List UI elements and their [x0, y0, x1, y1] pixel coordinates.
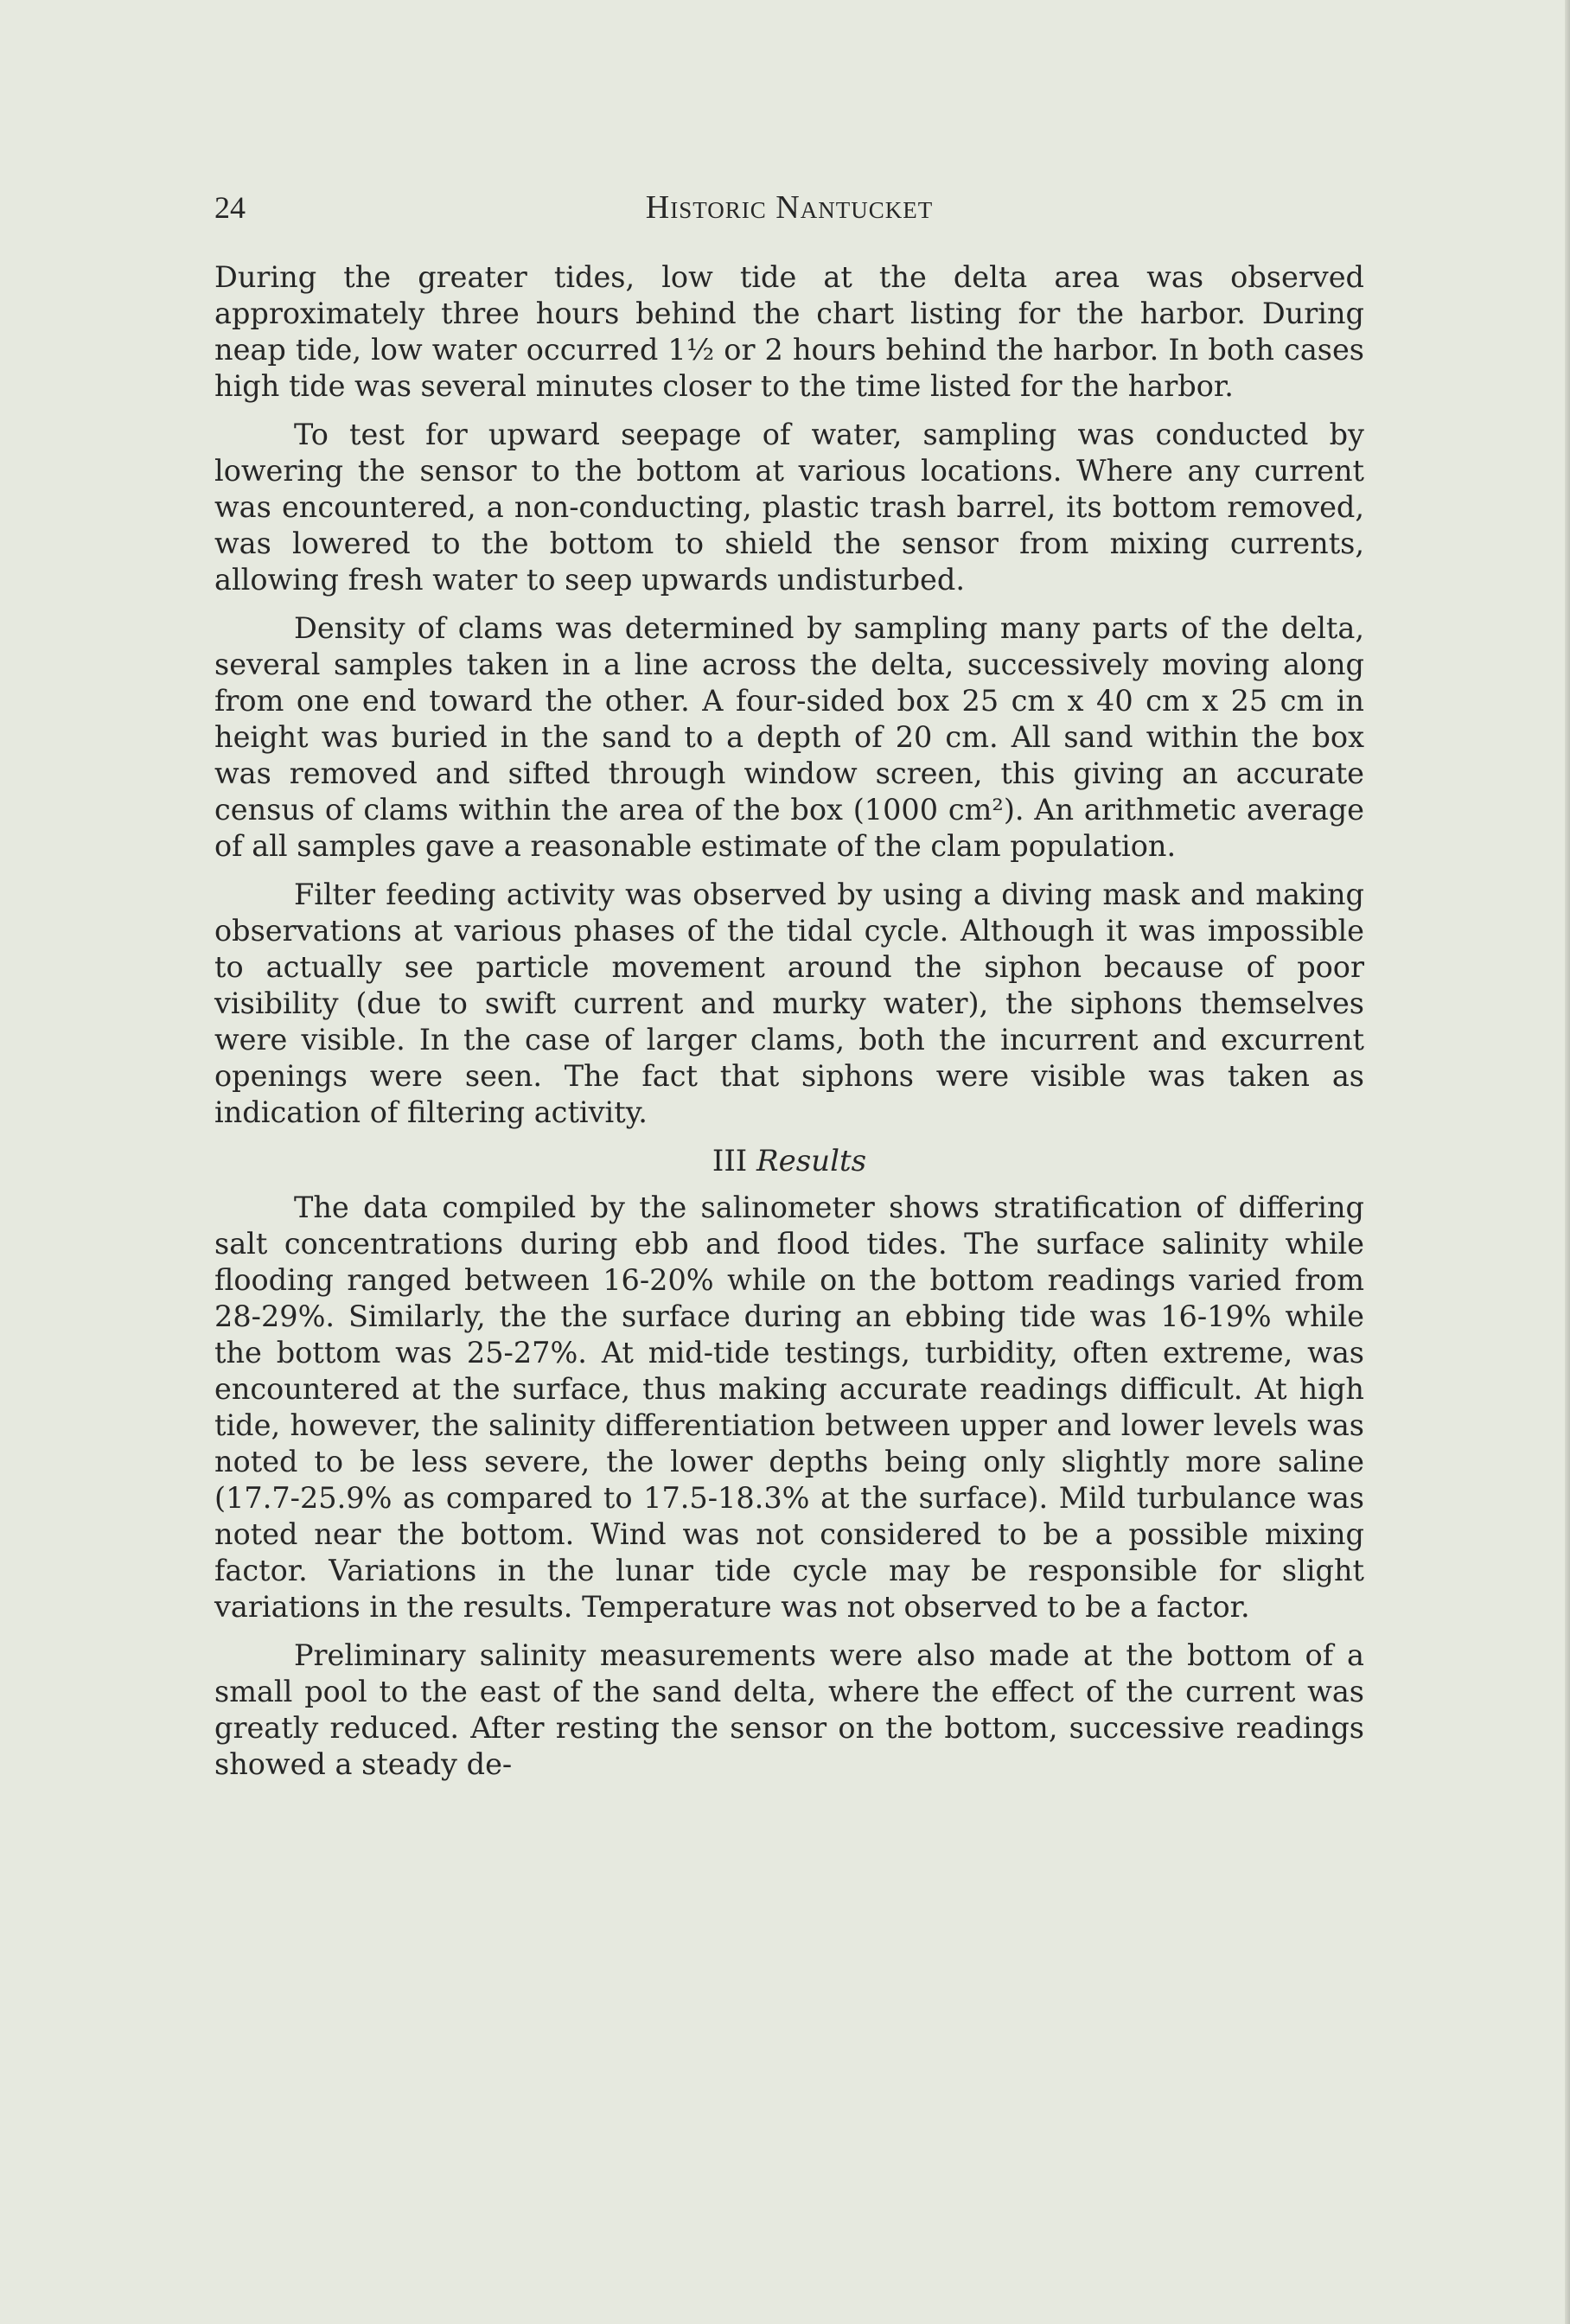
page-header — [214, 183, 1364, 232]
body-text — [214, 259, 1364, 1795]
section-title: Results — [756, 1144, 867, 1178]
paragraph-clam-density: Density of clams was determined by sampling many parts of the delta, several samples taken in a line across the delta, successively moving along from one end toward the other. A four-sided box 25 cm x 40 cm x 25 cm in height was buried in the sand to a depth of 20 cm. All sand within the box was removed and sifted through window screen, this giving an accurate census of clams within the area of the box (1000 cm²). An arithmetic average of all samples gave a reasonable estimate of the clam population. — [214, 611, 1364, 863]
paragraph-pool-measurements: Preliminary salinity measurements were also made at the bottom of a small pool to the east of the sand delta, where the effect of the current was greatly reduced. After resting the sensor on the bottom, successive readings showed a steady de- — [214, 1638, 1364, 1781]
page-edge — [1565, 0, 1570, 2324]
page-number: 24 — [214, 190, 246, 225]
paragraph-tides: During the greater tides, low tide at the delta area was observed approximately three hours behind the chart listing for the harbor. During neap tide, low water occurred 1½ or 2 hours behind the harbor. In both cases high tide was several minutes closer to the time listed for the harbor. — [214, 260, 1364, 403]
section-number: III — [712, 1144, 748, 1178]
running-head: Historic Nantucket — [645, 189, 934, 226]
paragraph-filter-feeding: Filter feeding activity was observed by using a diving mask and making observations at various phases of the tidal cycle. Although it was impossible to actually see particle movement around the siphon because of poor visibility (due to swift current and murky water), the siphons themselves were visible. In the case of larger clams, both the incurrent and excurrent openings were seen. The fact that siphons were visible was taken as indication of filtering activity. — [214, 878, 1364, 1129]
section-heading-results — [214, 1143, 1364, 1179]
paragraph-seepage: To test for upward seepage of water, sampling was conducted by lowering the sensor to the bottom at various locations. Where any current was encountered, a non-conducting, plastic trash barrel, its bottom removed, was lowered to the bottom to shield the sensor from mixing currents, allowing fresh water to seep upwards undisturbed. — [214, 418, 1364, 597]
paragraph-salinometer-results: The data compiled by the salinometer shows stratification of differing salt concentrations during ebb and flood tides. The surface salinity while flooding ranged between 16-20% while on the bottom readings varied from 28-29%. Similarly, the the surface during an ebbing tide was 16-19% while the bottom was 25-27%. At mid-tide testings, turbidity, often extreme, was encountered at the surface, thus making accurate readings difficult. At high tide, however, the salinity differentiation between upper and lower levels was noted to be less severe, the lower depths being only slightly more saline (17.7-25.9% as compared to 17.5-18.3% at the surface). Mild turbulance was noted near the bottom. Wind was not considered to be a possible mixing factor. Variations in the lunar tide cycle may be responsible for slight variations in the results. Temperature was not observed to be a factor. — [214, 1191, 1364, 1624]
